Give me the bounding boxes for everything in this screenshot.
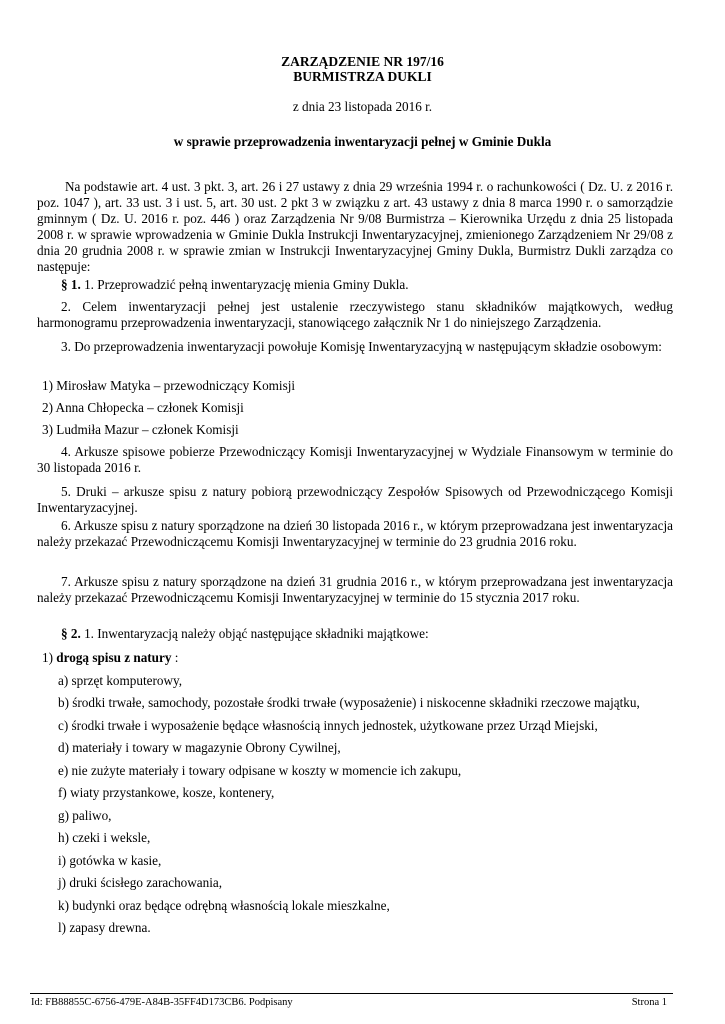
committee-member: 1) Mirosław Matyka – przewodniczący Komisji bbox=[42, 378, 296, 393]
section-2-mark: § 2. bbox=[61, 626, 81, 641]
section-1-point-7: 7. Arkusze spisu z natury sporządzone na dzień 31 grudnia 2016 r., w którym przeprowadzana jest inwentaryzacja należy przekazać Przewodniczącemu Komisji Inwentaryzacyjnej w terminie do 15 stycznia 2017 roku. bbox=[37, 574, 673, 605]
footer-divider bbox=[30, 993, 673, 994]
section-1-point-3: 3. Do przeprowadzenia inwentaryzacji powołuje Komisję Inwentaryzacyjną w następującym składzie osobowym: bbox=[61, 339, 662, 354]
inventory-item: e) nie zużyte materiały i towary odpisane w koszty w momencie ich zakupu, bbox=[58, 763, 462, 778]
document-subject: w sprawie przeprowadzenia inwentaryzacji pełnej w Gminie Dukla bbox=[173, 134, 552, 149]
page-number: Strona 1 bbox=[631, 997, 667, 1008]
inventory-item: h) czeki i weksle, bbox=[58, 830, 151, 845]
section-1-point-2: 2. Celem inwentaryzacji pełnej jest ustalenie rzeczywistego stanu składników majątkowych, według harmonogramu przeprowadzenia inwentaryzacji, stanowiącego załącznik Nr 1 do niniejszego Zarządzenia. bbox=[37, 299, 673, 330]
section-1-point-5: 5. Druki – arkusze spisu z natury pobiorą przewodniczący Zespołów Spisowych od Przewodniczącego Komisji Inwentaryzacyjnej. bbox=[37, 484, 673, 515]
inventory-item: f) wiaty przystankowe, kosze, kontenery, bbox=[58, 785, 275, 800]
document-date: z dnia 23 listopada 2016 r. bbox=[292, 99, 433, 114]
inventory-item: c) środki trwałe i wyposażenie będące własnością innych jednostek, użytkowane przez Urząd Miejski, bbox=[58, 718, 598, 733]
preamble: Na podstawie art. 4 ust. 3 pkt. 3, art. 26 i 27 ustawy z dnia 29 września 1994 r. o rachunkowości ( Dz. U. z 2016 r. poz. 1047 ), art. 33 ust. 3 i ust. 5, art. 30 ust. 2 pkt 3 w związku z art. 43 ustawy z dnia 8 marca 1990 r. o samorządzie gminnym ( Dz. U. 2016 r. poz. 446 ) oraz Zarządzenia Nr 9/08 Burmistrza – Kierownika Urzędu z dnia 25 listopada 2008 r. w sprawie wprowadzenia w Gminie Dukla Instrukcji Inwentaryzacyjnej, zmienionego Zarządzeniem Nr 29/08 z dnia 20 grudnia 2008 r. w sprawie zmian w Instrukcji Inwentaryzacyjnej Gminy Dukla, Burmistrz Dukli zarządza co następuje: bbox=[37, 179, 673, 274]
section-2-point-1: § 2. 1. Inwentaryzacją należy objąć następujące składniki majątkowe: bbox=[61, 626, 429, 641]
document-issuer: BURMISTRZA DUKLI bbox=[293, 69, 432, 84]
section-1-mark: § 1. bbox=[61, 277, 81, 292]
inventory-method-label: drogą spisu z natury bbox=[56, 650, 172, 665]
section-1-point-6: 6. Arkusze spisu z natury sporządzone na dzień 30 listopada 2016 r., w którym przeprowadzana jest inwentaryzacja należy przekazać Przewodniczącemu Komisji Inwentaryzacyjnej w terminie do 23 grudnia 2016 roku. bbox=[37, 518, 673, 549]
section-1-point-4: 4. Arkusze spisowe pobierze Przewodniczący Komisji Inwentaryzacyjnej w Wydziale Finansowym w terminie do 30 listopada 2016 r. bbox=[37, 444, 673, 475]
inventory-item: g) paliwo, bbox=[58, 808, 112, 823]
inventory-item: a) sprzęt komputerowy, bbox=[58, 673, 183, 688]
section-1-point-1: § 1. 1. Przeprowadzić pełną inwentaryzację mienia Gminy Dukla. bbox=[61, 277, 409, 292]
inventory-item: l) zapasy drewna. bbox=[58, 920, 151, 935]
inventory-item: b) środki trwałe, samochody, pozostałe środki trwałe (wyposażenie) i niskocenne składniki rzeczowe majątku, bbox=[58, 695, 640, 710]
inventory-item: k) budynki oraz będące odrębną własnością lokale mieszkalne, bbox=[58, 898, 390, 913]
inventory-item: i) gotówka w kasie, bbox=[58, 853, 162, 868]
inventory-item: j) druki ścisłego zarachowania, bbox=[58, 875, 223, 890]
document-id: Id: FB88855C-6756-479E-A84B-35FF4D173CB6. Podpisany bbox=[31, 997, 293, 1008]
inventory-item: d) materiały i towary w magazynie Obrony Cywilnej, bbox=[58, 740, 341, 755]
committee-member: 3) Ludmiła Mazur – członek Komisji bbox=[42, 422, 239, 437]
committee-member: 2) Anna Chłopecka – członek Komisji bbox=[42, 400, 244, 415]
inventory-method: 1) drogą spisu z natury : bbox=[42, 650, 179, 665]
document-title: ZARZĄDZENIE NR 197/16 bbox=[281, 54, 444, 69]
